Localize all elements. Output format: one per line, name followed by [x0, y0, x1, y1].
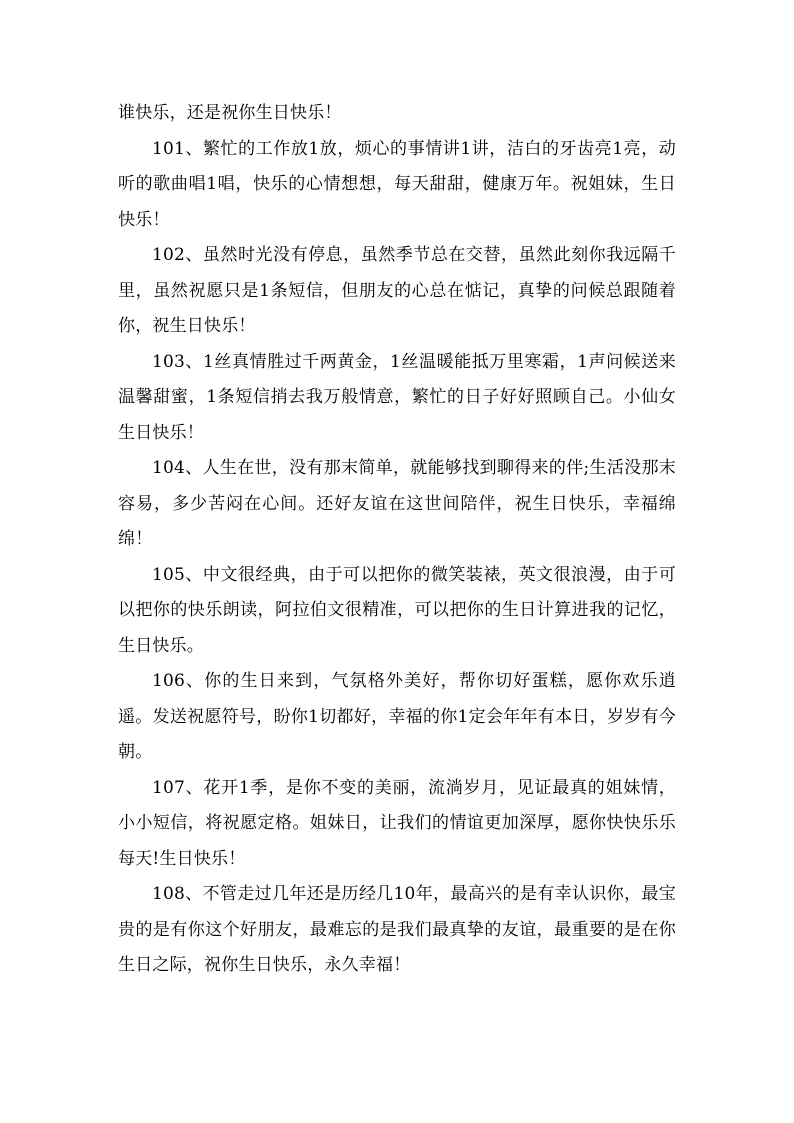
- document-body: [118, 96, 676, 984]
- paragraph-106: 106、你的生日来到，气氛格外美好，帮你切好蛋糕，愿你欢乐逍遥。发送祝愿符号，盼你1切都好，幸福的你1定会年年有本日，岁岁有今朝。: [118, 671, 676, 762]
- paragraph-104: 104、人生在世，没有那末简单，就能够找到聊得来的伴;生活没那末容易，多少苦闷在心间。还好友谊在这世间陪伴，祝生日快乐，幸福绵绵！: [118, 458, 676, 549]
- paragraph-102: 102、虽然时光没有停息，虽然季节总在交替，虽然此刻你我远隔千里，虽然祝愿只是1条短信，但朋友的心总在惦记，真挚的问候总跟随着你，祝生日快乐！: [118, 245, 676, 336]
- paragraph-101: 101、繁忙的工作放1放，烦心的事情讲1讲，洁白的牙齿亮1亮，动听的歌曲唱1唱，快乐的心情想想，每天甜甜，健康万年。祝姐妹，生日快乐！: [118, 138, 676, 230]
- paragraph-103: 103、1丝真情胜过千两黄金，1丝温暖能抵万里寒霜，1声问候送来温馨甜蜜，1条短信捎去我万般情意，繁忙的日子好好照顾自己。小仙女生日快乐！: [118, 351, 676, 443]
- paragraph-108: 108、不管走过几年还是历经几10年，最高兴的是有幸认识你，最宝贵的是有你这个好朋友，最难忘的是我们最真挚的友谊，最重要的是在你生日之际，祝你生日快乐，永久幸福！: [118, 884, 676, 975]
- paragraph-107: 107、花开1季，是你不变的美丽，流淌岁月，见证最真的姐妹情，小小短信，将祝愿定格。姐妹日，让我们的情谊更加深厚，愿你快快乐乐每天!生日快乐！: [118, 777, 676, 869]
- paragraph-105: 105、中文很经典，由于可以把你的微笑装裱，英文很浪漫，由于可以把你的快乐朗读，阿拉伯文很精准，可以把你的生日计算进我的记忆，生日快乐。: [118, 564, 676, 656]
- paragraph-continuation: 谁快乐，还是祝你生日快乐！: [118, 103, 342, 123]
